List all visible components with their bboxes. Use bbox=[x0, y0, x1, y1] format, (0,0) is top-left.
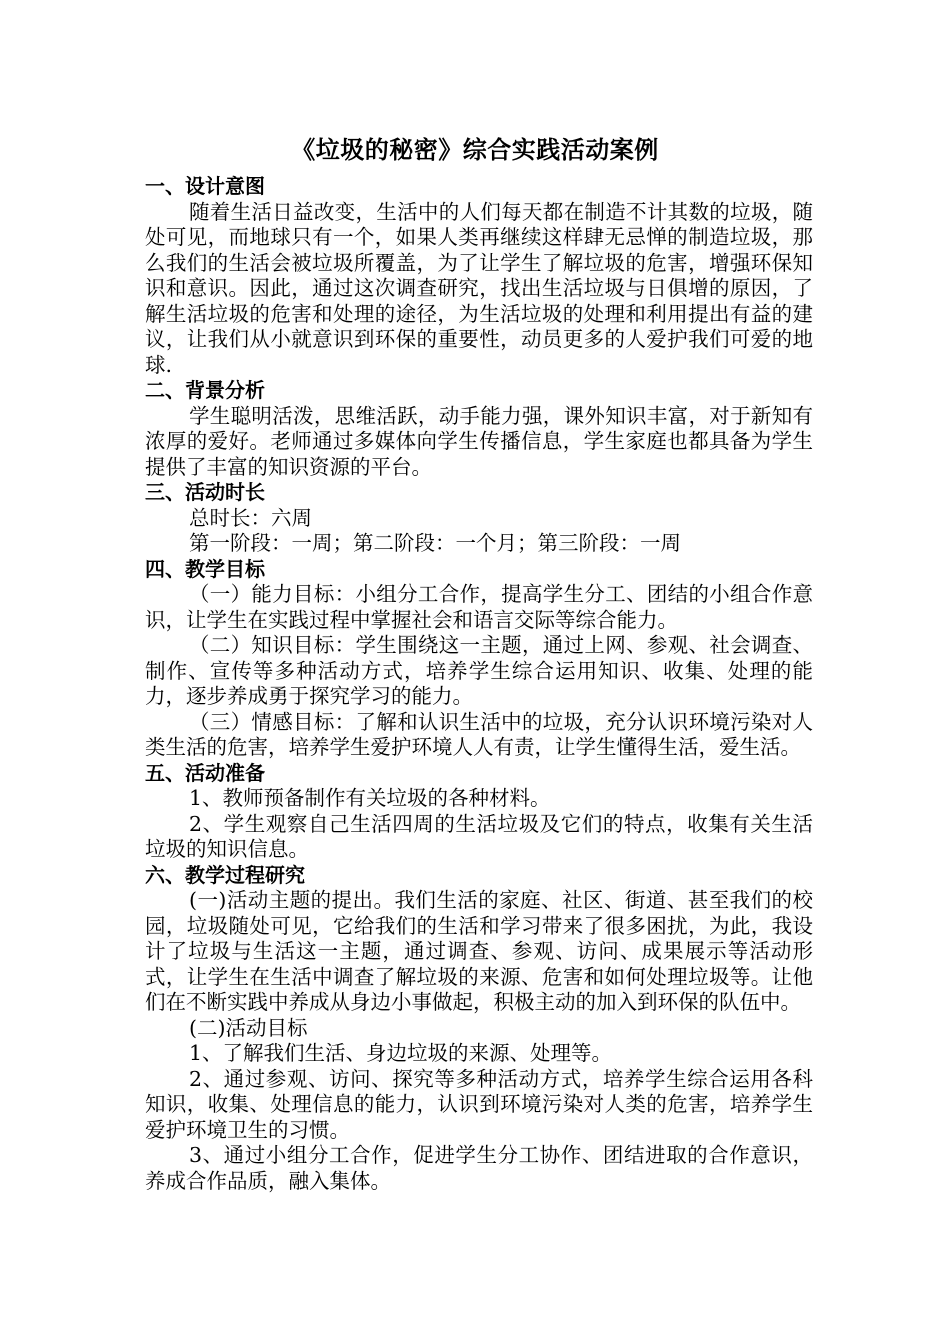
section-heading: 一、设计意图 bbox=[145, 174, 265, 198]
paragraph: 总时长：六周 bbox=[189, 505, 312, 530]
paragraph: （三）情感目标：了解和认识生活中的垃圾，充分认识环境污染对人类生活的危害，培养学生爱护环境人人有责，让学生懂得生活，爱生活。 bbox=[145, 709, 813, 759]
document-body bbox=[145, 174, 813, 1194]
paragraph: 学生聪明活泼，思维活跃，动手能力强，课外知识丰富，对于新知有浓厚的爱好。老师通过多媒体向学生传播信息，学生家庭也都具备为学生提供了丰富的知识资源的平台。 bbox=[145, 403, 813, 479]
paragraph: 2、通过参观、访问、探究等多种活动方式，培养学生综合运用各科知识，收集、处理信息的能力，认识到环境污染对人类的危害，培养学生爱护环境卫生的习惯。 bbox=[145, 1066, 813, 1142]
paragraph: 2、学生观察自己生活四周的生活垃圾及它们的特点，收集有关生活垃圾的知识信息。 bbox=[145, 811, 813, 861]
paragraph: (二)活动目标 bbox=[189, 1015, 308, 1040]
paragraph: 3、通过小组分工合作，促进学生分工协作、团结进取的合作意识，养成合作品质，融入集体。 bbox=[145, 1143, 813, 1193]
section-teaching-process bbox=[145, 863, 813, 1195]
paragraph: (一)活动主题的提出。我们生活的家庭、社区、街道、甚至我们的校园，垃圾随处可见，它给我们的生活和学习带来了很多困扰，为此，我设计了垃圾与生活这一主题，通过调查、参观、访问、成果展示等活动形式，让学生在生活中调查了解垃圾的来源、危害和如何处理垃圾等。让他们在不断实践中养成从身边小事做起，积极主动的加入到环保的队伍中。 bbox=[145, 888, 813, 1014]
paragraph: 1、了解我们生活、身边垃圾的来源、处理等。 bbox=[189, 1041, 613, 1065]
section-heading: 六、教学过程研究 bbox=[145, 862, 305, 887]
section-heading: 三、活动时长 bbox=[145, 480, 265, 504]
section-heading: 二、背景分析 bbox=[145, 378, 265, 402]
paragraph: 第一阶段：一周；第二阶段：一个月；第三阶段：一周 bbox=[189, 531, 681, 555]
paragraph: 随着生活日益改变，生活中的人们每天都在制造不计其数的垃圾，随处可见，而地球只有一个，如果人类再继续这样肆无忌惮的制造垃圾，那么我们的生活会被垃圾所覆盖，为了让学生了解垃圾的危害，增强环保知识和意识。因此，通过这次调查研究，找出生活垃圾与日俱增的原因，了解生活垃圾的危害和处理的途径，为生活垃圾的处理和利用提出有益的建议，让我们从小就意识到环保的重要性，动员更多的人爱护我们可爱的地球. bbox=[145, 199, 813, 377]
document-title: 《垃圾的秘密》综合实践活动案例 bbox=[291, 136, 659, 164]
paragraph: （一）能力目标：小组分工合作，提高学生分工、团结的小组合作意识，让学生在实践过程中掌握社会和语言交际等综合能力。 bbox=[145, 582, 813, 632]
paragraph: 1、教师预备制作有关垃圾的各种材料。 bbox=[189, 786, 551, 810]
section-heading: 五、活动准备 bbox=[145, 760, 265, 785]
section-heading: 四、教学目标 bbox=[145, 556, 265, 581]
section-activity-duration bbox=[145, 480, 813, 557]
section-background-analysis bbox=[145, 378, 813, 480]
section-activity-preparation bbox=[145, 761, 813, 863]
section-teaching-objectives bbox=[145, 557, 813, 761]
section-design-intent bbox=[145, 174, 813, 378]
paragraph: （二）知识目标：学生围绕这一主题，通过上网、参观、社会调查、制作、宣传等多种活动方式，培养学生综合运用知识、收集、处理的能力，逐步养成勇于探究学习的能力。 bbox=[145, 633, 813, 708]
